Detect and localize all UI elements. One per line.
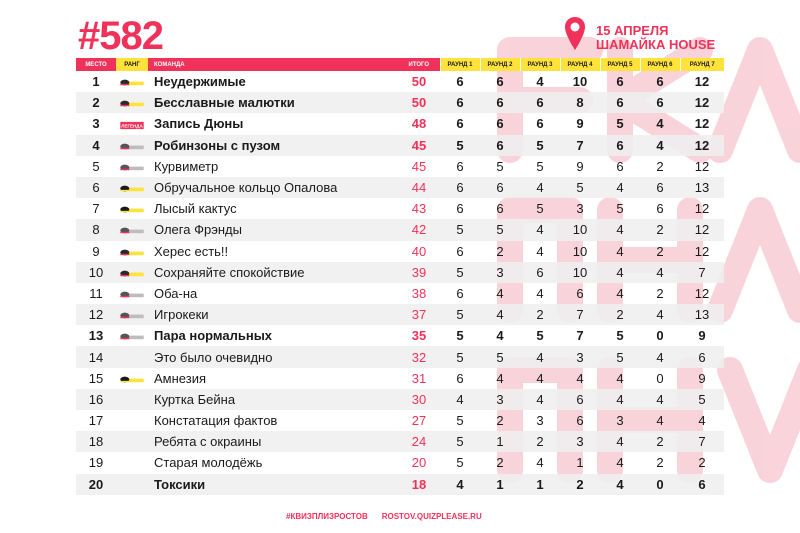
- round-2-score: 2: [496, 413, 504, 429]
- team-name: Олега Фрэнды: [148, 219, 398, 240]
- round-5-score: 6: [600, 135, 640, 156]
- round-2-score: 3: [480, 389, 520, 410]
- place-cell: 12: [76, 304, 116, 325]
- round-1-score: 6: [456, 243, 464, 259]
- table-row: [76, 135, 724, 156]
- round-1-score: 6: [456, 74, 464, 90]
- round-5-score: 4: [600, 219, 640, 240]
- place-cell: 11: [89, 285, 103, 301]
- header-total: ИТОГО: [398, 58, 440, 71]
- team-name: Неудержимые: [154, 74, 246, 90]
- table-row: [76, 262, 724, 283]
- round-6-score: 6: [656, 201, 664, 217]
- hat-rank-icon: [119, 269, 145, 278]
- place-cell: 2: [76, 92, 116, 113]
- hat-rank-icon: [119, 375, 145, 384]
- header-place: МЕСТО: [76, 58, 116, 71]
- total-score: 37: [398, 304, 440, 325]
- cap-rank-icon: [119, 163, 145, 172]
- cap-rank-icon: [119, 142, 145, 151]
- round-7-score: 13: [680, 177, 724, 198]
- hat-rank-icon: [119, 205, 145, 214]
- team-name: Обручальное кольцо Опалова: [148, 177, 398, 198]
- round-1-score: 5: [440, 219, 480, 240]
- cap-rank-icon: [119, 226, 145, 235]
- round-5-score: 5: [616, 116, 624, 132]
- table-row: [76, 474, 724, 495]
- cap-rank-icon: [119, 332, 145, 341]
- hat-rank-icon: [119, 184, 145, 193]
- round-2-score: 2: [496, 455, 504, 471]
- round-6-score: 0: [640, 474, 680, 495]
- round-7-score: 4: [698, 413, 706, 429]
- table-row: [76, 113, 724, 134]
- legend-badge-icon: [119, 121, 145, 130]
- round-5-score: 2: [600, 304, 640, 325]
- place-cell: 13: [88, 328, 104, 344]
- round-3-score: 6: [536, 116, 544, 132]
- table-row: [76, 198, 724, 219]
- total-score: 50: [411, 74, 427, 90]
- round-5-score: 5: [600, 346, 640, 367]
- total-score: 20: [411, 455, 427, 471]
- rank-cell: [116, 452, 148, 473]
- round-4-score: 2: [560, 474, 600, 495]
- rank-cell: [116, 325, 148, 346]
- round-6-score: 2: [656, 285, 664, 301]
- round-3-score: 4: [520, 219, 560, 240]
- table-row: [76, 283, 724, 304]
- round-6-score: 2: [640, 431, 680, 452]
- round-3-score: 4: [536, 455, 544, 471]
- team-name: Токсики: [148, 474, 398, 495]
- round-2-score: 4: [480, 304, 520, 325]
- round-3-score: 6: [520, 262, 560, 283]
- round-7-score: 12: [694, 116, 710, 132]
- round-6-score: 4: [656, 116, 664, 132]
- place-cell: 4: [76, 135, 116, 156]
- round-1-score: 6: [440, 92, 480, 113]
- round-5-score: 5: [616, 201, 624, 217]
- total-score: 43: [411, 201, 427, 217]
- round-3-score: 5: [536, 201, 544, 217]
- header-round-5: РАУНД 5: [600, 58, 640, 71]
- total-score: 40: [411, 243, 427, 259]
- footer: [286, 512, 482, 521]
- round-2-score: 6: [480, 135, 520, 156]
- team-name: Это было очевидно: [148, 346, 398, 367]
- round-4-score: 1: [576, 455, 584, 471]
- team-name: Бесславные малютки: [148, 92, 398, 113]
- round-5-score: 4: [616, 455, 624, 471]
- place-cell: 7: [92, 201, 100, 217]
- round-7-score: 12: [680, 135, 724, 156]
- round-6-score: 4: [640, 389, 680, 410]
- footer-hashtag: #КВИЗПЛИЗРОСТОВ: [286, 512, 368, 521]
- table-row: [76, 346, 724, 367]
- round-1-score: 6: [456, 116, 464, 132]
- round-7-score: 6: [680, 346, 724, 367]
- round-7-score: 12: [694, 74, 710, 90]
- table-row: [76, 368, 724, 389]
- round-6-score: 6: [640, 177, 680, 198]
- round-2-score: 6: [496, 201, 504, 217]
- round-4-score: 3: [560, 431, 600, 452]
- header-round-4: РАУНД 4: [560, 58, 600, 71]
- round-1-score: 5: [440, 346, 480, 367]
- round-4-score: 10: [560, 219, 600, 240]
- table-row: [76, 71, 724, 92]
- round-1-score: 5: [440, 431, 480, 452]
- rank-cell: [116, 431, 148, 452]
- round-5-score: 4: [616, 243, 624, 259]
- round-3-score: 4: [536, 243, 544, 259]
- round-1-score: 4: [440, 474, 480, 495]
- total-score: 44: [398, 177, 440, 198]
- round-1-score: 6: [456, 370, 464, 386]
- team-name: Сохраняйте спокойствие: [148, 262, 398, 283]
- results-table: [76, 58, 724, 495]
- round-2-score: 4: [496, 328, 504, 344]
- round-4-score: 7: [560, 304, 600, 325]
- round-4-score: 4: [576, 370, 584, 386]
- total-score: 31: [411, 370, 427, 386]
- team-name: Робинзоны с пузом: [148, 135, 398, 156]
- hat-rank-icon: [119, 99, 145, 108]
- round-5-score: 4: [600, 474, 640, 495]
- round-5-score: 4: [600, 389, 640, 410]
- place-cell: 6: [76, 177, 116, 198]
- place-cell: 15: [88, 370, 104, 386]
- round-2-score: 1: [480, 474, 520, 495]
- rank-cell: [116, 283, 148, 304]
- total-score: 38: [411, 285, 427, 301]
- round-6-score: 6: [656, 74, 664, 90]
- round-1-score: 6: [440, 177, 480, 198]
- event-info: [564, 16, 715, 52]
- place-cell: 20: [76, 474, 116, 495]
- round-7-score: 9: [698, 370, 706, 386]
- place-cell: 18: [76, 431, 116, 452]
- round-5-score: 4: [600, 177, 640, 198]
- round-6-score: 4: [656, 413, 664, 429]
- results-body: [76, 71, 724, 495]
- place-cell: 19: [88, 455, 104, 471]
- footer-site-link[interactable]: ROSTOV.QUIZPLEASE.RU: [381, 512, 482, 521]
- place-cell: 14: [76, 346, 116, 367]
- hat-rank-icon: [119, 78, 145, 87]
- round-2-score: 3: [480, 262, 520, 283]
- rank-cell: [116, 241, 148, 262]
- team-name: Амнезия: [154, 370, 206, 386]
- round-6-score: 0: [656, 328, 664, 344]
- round-6-score: 0: [656, 370, 664, 386]
- round-2-score: 5: [496, 158, 504, 174]
- round-1-score: 5: [456, 328, 464, 344]
- round-3-score: 1: [520, 474, 560, 495]
- round-3-score: 3: [536, 413, 544, 429]
- round-3-score: 5: [536, 158, 544, 174]
- rank-cell: [116, 474, 148, 495]
- total-score: 32: [398, 346, 440, 367]
- total-score: 18: [398, 474, 440, 495]
- team-name: Херес есть!!: [154, 243, 229, 259]
- round-2-score: 5: [480, 219, 520, 240]
- team-name: Игрокеки: [148, 304, 398, 325]
- round-6-score: 6: [640, 92, 680, 113]
- place-cell: 17: [88, 413, 104, 429]
- round-1-score: 6: [456, 158, 464, 174]
- round-5-score: 6: [616, 158, 624, 174]
- round-6-score: 4: [640, 304, 680, 325]
- team-name: Пара нормальных: [154, 328, 273, 344]
- round-1-score: 4: [440, 389, 480, 410]
- place-cell: 5: [92, 158, 100, 174]
- round-7-score: 13: [680, 304, 724, 325]
- round-7-score: 12: [680, 92, 724, 113]
- game-number: #582: [78, 14, 163, 58]
- round-3-score: 2: [520, 304, 560, 325]
- round-6-score: 2: [656, 158, 664, 174]
- round-1-score: 6: [456, 285, 464, 301]
- rank-cell: [116, 92, 148, 113]
- rank-cell: [116, 368, 148, 389]
- header-round-7: РАУНД 7: [680, 58, 724, 71]
- round-7-score: 12: [694, 285, 710, 301]
- round-4-score: 7: [576, 328, 584, 344]
- round-5-score: 6: [616, 74, 624, 90]
- event-venue: ШАМАЙКА HOUSE: [596, 37, 716, 52]
- round-4-score: 7: [560, 135, 600, 156]
- round-7-score: 12: [680, 219, 724, 240]
- round-1-score: 5: [456, 455, 464, 471]
- total-score: 30: [398, 389, 440, 410]
- round-3-score: 4: [520, 346, 560, 367]
- round-4-score: 6: [560, 389, 600, 410]
- round-3-score: 2: [520, 431, 560, 452]
- round-6-score: 4: [640, 346, 680, 367]
- header-round-2: РАУНД 2: [480, 58, 520, 71]
- rank-cell: [116, 113, 148, 134]
- table-row: [76, 304, 724, 325]
- table-row: [76, 241, 724, 262]
- total-score: 24: [398, 431, 440, 452]
- round-6-score: 4: [640, 135, 680, 156]
- rank-cell: [116, 389, 148, 410]
- round-3-score: 6: [520, 92, 560, 113]
- rank-cell: [116, 219, 148, 240]
- table-row: [76, 156, 724, 177]
- place-cell: 16: [76, 389, 116, 410]
- round-7-score: 12: [694, 201, 710, 217]
- cap-rank-icon: [119, 311, 145, 320]
- rank-cell: [116, 177, 148, 198]
- round-4-score: 6: [576, 413, 584, 429]
- round-2-score: 2: [496, 243, 504, 259]
- round-2-score: 6: [496, 74, 504, 90]
- round-4-score: 10: [560, 262, 600, 283]
- round-4-score: 6: [576, 285, 584, 301]
- round-4-score: 5: [560, 177, 600, 198]
- team-name: Констатация фактов: [154, 413, 278, 429]
- round-2-score: 6: [496, 116, 504, 132]
- rank-cell: [116, 410, 148, 431]
- round-3-score: 4: [536, 285, 544, 301]
- round-4-score: 3: [560, 346, 600, 367]
- round-3-score: 4: [536, 74, 544, 90]
- rank-cell: [116, 262, 148, 283]
- round-7-score: 5: [680, 389, 724, 410]
- table-row: [76, 410, 724, 431]
- legend-badge-text: ЛЕГЕНДА: [121, 123, 143, 129]
- team-name: Куртка Бейна: [148, 389, 398, 410]
- total-score: 35: [411, 328, 427, 344]
- table-row: [76, 92, 724, 113]
- round-1-score: 5: [440, 304, 480, 325]
- place-cell: 9: [92, 243, 100, 259]
- header-round-1: РАУНД 1: [440, 58, 480, 71]
- header-round-6: РАУНД 6: [640, 58, 680, 71]
- table-row: [76, 452, 724, 473]
- total-score: 45: [411, 158, 427, 174]
- table-row: [76, 219, 724, 240]
- round-5-score: 6: [600, 92, 640, 113]
- round-5-score: 4: [616, 370, 624, 386]
- team-name: Запись Дюны: [154, 116, 244, 132]
- team-name: Ребята с окраины: [148, 431, 398, 452]
- round-2-score: 6: [480, 177, 520, 198]
- rank-cell: [116, 71, 148, 92]
- round-5-score: 4: [616, 285, 624, 301]
- round-3-score: 4: [536, 370, 544, 386]
- team-name: Курвиметр: [154, 158, 219, 174]
- round-6-score: 4: [640, 262, 680, 283]
- round-1-score: 6: [456, 201, 464, 217]
- table-row: [76, 325, 724, 346]
- round-2-score: 4: [496, 370, 504, 386]
- round-4-score: 9: [576, 116, 584, 132]
- round-1-score: 5: [440, 135, 480, 156]
- round-7-score: 9: [698, 328, 706, 344]
- round-6-score: 2: [656, 243, 664, 259]
- round-4-score: 9: [576, 158, 584, 174]
- header-rank: РАНГ: [116, 58, 148, 71]
- team-name: Оба-на: [154, 285, 198, 301]
- total-score: 42: [398, 219, 440, 240]
- round-2-score: 1: [480, 431, 520, 452]
- team-name: Лысый кактус: [154, 201, 237, 217]
- round-5-score: 4: [600, 262, 640, 283]
- round-3-score: 5: [536, 328, 544, 344]
- round-3-score: 4: [520, 177, 560, 198]
- rank-cell: [116, 198, 148, 219]
- cap-rank-icon: [119, 290, 145, 299]
- place-cell: 1: [92, 74, 100, 90]
- location-pin-icon: [564, 16, 586, 52]
- table-row: [76, 389, 724, 410]
- round-5-score: 4: [600, 431, 640, 452]
- rank-cell: [116, 156, 148, 177]
- rank-cell: [116, 304, 148, 325]
- round-5-score: 3: [616, 413, 624, 429]
- round-7-score: 7: [680, 431, 724, 452]
- round-7-score: 6: [680, 474, 724, 495]
- total-score: 48: [411, 116, 427, 132]
- table-header-row: [76, 58, 724, 71]
- round-2-score: 6: [480, 92, 520, 113]
- round-7-score: 12: [694, 158, 710, 174]
- round-5-score: 5: [616, 328, 624, 344]
- total-score: 45: [398, 135, 440, 156]
- total-score: 39: [398, 262, 440, 283]
- table-row: [76, 177, 724, 198]
- place-cell: 3: [92, 116, 100, 132]
- round-6-score: 2: [656, 455, 664, 471]
- header-round-3: РАУНД 3: [520, 58, 560, 71]
- round-1-score: 5: [440, 262, 480, 283]
- round-4-score: 8: [560, 92, 600, 113]
- round-6-score: 2: [640, 219, 680, 240]
- header-team: КОМАНДА: [148, 58, 398, 71]
- round-2-score: 4: [496, 285, 504, 301]
- place-cell: 10: [76, 262, 116, 283]
- round-4-score: 3: [576, 201, 584, 217]
- event-date: 15 АПРЕЛЯ: [596, 23, 669, 38]
- hat-rank-icon: [119, 248, 145, 257]
- place-cell: 8: [76, 219, 116, 240]
- round-7-score: 12: [694, 243, 710, 259]
- round-7-score: 2: [698, 455, 706, 471]
- round-4-score: 10: [572, 74, 588, 90]
- round-1-score: 5: [456, 413, 464, 429]
- round-7-score: 7: [680, 262, 724, 283]
- round-4-score: 10: [572, 243, 588, 259]
- team-name: Старая молодёжь: [154, 455, 263, 471]
- round-3-score: 5: [520, 135, 560, 156]
- total-score: 50: [398, 92, 440, 113]
- rank-cell: [116, 346, 148, 367]
- rank-cell: [116, 135, 148, 156]
- total-score: 27: [411, 413, 427, 429]
- round-3-score: 4: [520, 389, 560, 410]
- table-row: [76, 431, 724, 452]
- round-2-score: 5: [480, 346, 520, 367]
